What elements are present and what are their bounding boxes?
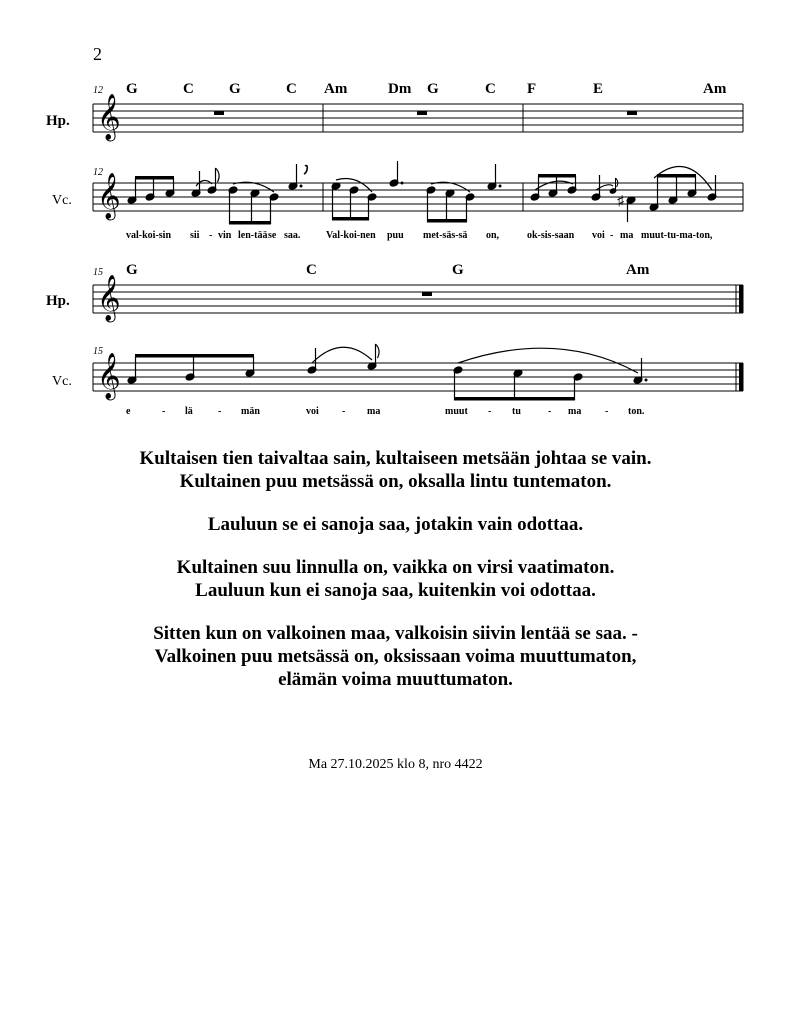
chord-symbol: Dm [388,81,412,97]
chord-symbol: Am [324,81,348,97]
lyric-syllable: - [209,230,213,241]
chord-symbol: C [286,81,297,97]
lyric-syllable: puu [387,230,404,241]
stanza-4 [0,622,791,691]
lyric-syllable: se [268,230,277,241]
stanza-1 [0,447,791,493]
lyric-syllable: Val-koi-nen [326,230,376,241]
harp-staff [93,285,743,313]
treble-clef: 𝄞 [97,353,121,398]
system-1 [46,81,743,241]
chord-symbol: E [593,81,604,97]
slurs [312,347,638,373]
lyric-syllable: muut-tu-ma-ton, [641,230,713,241]
svg-text:♯: ♯ [617,194,624,209]
score [0,0,791,440]
verse-line: elämän voima muuttumaton. [278,669,513,690]
chord-symbol: G [427,81,439,97]
voice-notes [127,344,647,401]
slurs [196,166,712,192]
lyric-syllable: voi [592,230,605,241]
verse-line: Kultainen suu linnulla on, vaikka on virsi vaatimaton. [176,557,615,578]
chord-symbol: G [126,262,138,278]
instrument-label-harp: Hp. [46,113,70,129]
harp-staff [93,104,743,132]
lyric-syllable: vin [218,230,232,241]
chord-symbol: Am [703,81,727,97]
lyric-syllable: - [162,406,166,417]
treble-clef: 𝄞 [97,173,121,218]
lyric-syllable: sii [190,230,200,241]
lyric-syllable: len-tää [238,230,268,241]
verses [0,447,791,711]
lyric-syllable: - [610,230,614,241]
verse-line: Sitten kun on valkoinen maa, valkoisin siivin lentää se saa. - [153,623,638,644]
page-number: 2 [93,44,102,64]
lyric-syllable: on, [486,230,500,241]
chord-symbol: G [452,262,464,278]
lyric-syllable: e [126,406,131,417]
lyric-syllable: ma [620,230,634,241]
whole-rest [214,111,224,115]
lyric-syllable: - [218,406,222,417]
lyric-syllable: ma [367,406,381,417]
chord-symbol: C [485,81,496,97]
lyric-syllable: met-säs-sä [423,230,468,241]
lyric-syllable: ok-sis-saan [527,230,575,241]
verse-line: Lauluun se ei sanoja saa, jotakin vain odottaa. [207,514,584,535]
whole-rest [422,292,432,296]
lyric-syllable: ma [568,406,582,417]
chord-symbol: C [306,262,317,278]
chord-symbol: Am [626,262,650,278]
lyric-syllable: val-koi-sin [126,230,172,241]
lyric-syllable: män [241,406,260,417]
lyric-syllable: ton. [628,406,645,417]
instrument-label-voice: Vc. [52,374,72,389]
voice-notes [127,161,717,225]
measure-number: 12 [93,167,103,178]
chord-symbol: G [229,81,241,97]
lyric-syllable: tu [512,406,521,417]
final-barline [739,285,744,313]
measure-number: 12 [93,85,103,96]
measure-number: 15 [93,346,103,357]
verse-line: Kultaisen tien taivaltaa sain, kultaiseen metsään johtaa se vain. [139,448,652,469]
lyric-syllable: - [488,406,492,417]
lyric-syllable: - [548,406,552,417]
verse-line: Lauluun kun ei sanoja saa, kuitenkin voi odottaa. [195,580,596,601]
verse-line: Valkoinen puu metsässä on, oksissaan voima muuttumaton, [154,646,637,667]
stanza-2 [0,513,791,536]
voice-staff [93,183,743,211]
stanza-3 [0,556,791,602]
lyric-syllable: - [342,406,346,417]
instrument-label-harp: Hp. [46,293,70,309]
system-2 [46,262,744,417]
chord-symbol: F [527,81,537,97]
footer-date: Ma 27.10.2025 klo 8, nro 4422 [308,757,483,772]
whole-rest [417,111,427,115]
lyric-syllable: voi [306,406,319,417]
verse-line: Kultainen puu metsässä on, oksalla lintu tuntematon. [179,471,612,492]
treble-clef: 𝄞 [97,94,121,139]
treble-clef: 𝄞 [97,275,121,320]
chord-symbol: C [183,81,194,97]
lyric-syllable: saa. [284,230,301,241]
final-barline [739,363,744,391]
measure-number: 15 [93,267,103,278]
chord-symbol: G [126,81,138,97]
instrument-label-voice: Vc. [52,193,72,208]
lyric-syllable: lä [185,406,193,417]
lyric-syllable: - [605,406,609,417]
whole-rest [627,111,637,115]
lyric-syllable: muut [445,406,468,417]
